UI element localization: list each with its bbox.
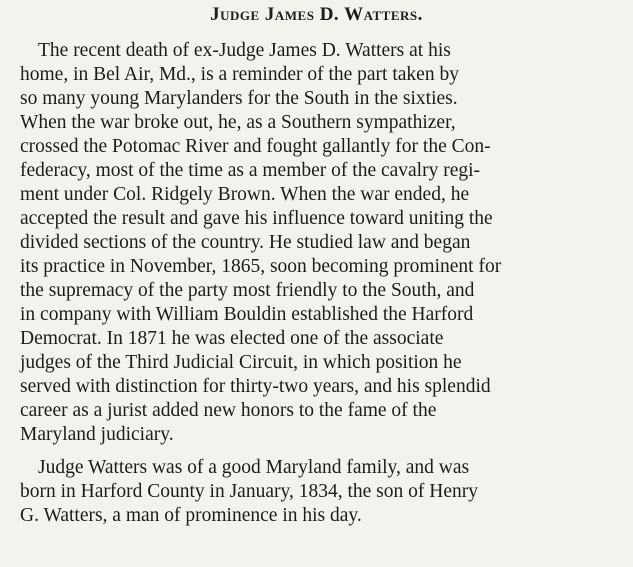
body-line: federacy, most of the time as a member of the cavalry regi- [20,160,481,181]
body-line: Democrat. In 1871 he was elected one of the associate [20,328,444,349]
body-line: the supremacy of the party most friendly to the South, and [20,280,475,301]
body-line: divided sections of the country. He studied law and began [20,232,471,253]
body-line: so many young Marylanders for the South in the sixties. [20,88,458,109]
body-line: Judge Watters was of a good Maryland family, and was [38,457,470,478]
body-line: its practice in November, 1865, soon becoming prominent for [20,256,502,277]
body-line: born in Harford County in January, 1834, the son of Henry [20,481,478,502]
body-line: Maryland judiciary. [20,424,174,445]
body-line: The recent death of ex-Judge James D. Watters at his [38,40,451,61]
body-line: ment under Col. Ridgely Brown. When the war ended, he [20,184,470,205]
body-line: served with distinction for thirty-two years, and his splendid [20,376,491,397]
body-line: accepted the result and gave his influence toward uniting the [20,208,493,229]
body-line: in company with William Bouldin established the Harford [20,304,474,325]
body-line: When the war broke out, he, as a Southern sympathizer, [20,112,456,133]
body-line: home, in Bel Air, Md., is a reminder of the part taken by [20,64,459,85]
body-line: career as a jurist added new honors to the fame of the [20,400,437,421]
body-line: G. Watters, a man of prominence in his day. [20,505,362,526]
body-line: crossed the Potomac River and fought gallantly for the Con- [20,136,491,157]
article-title: Judge James D. Watters. [210,4,423,25]
body-line: judges of the Third Judicial Circuit, in which position he [20,352,462,373]
